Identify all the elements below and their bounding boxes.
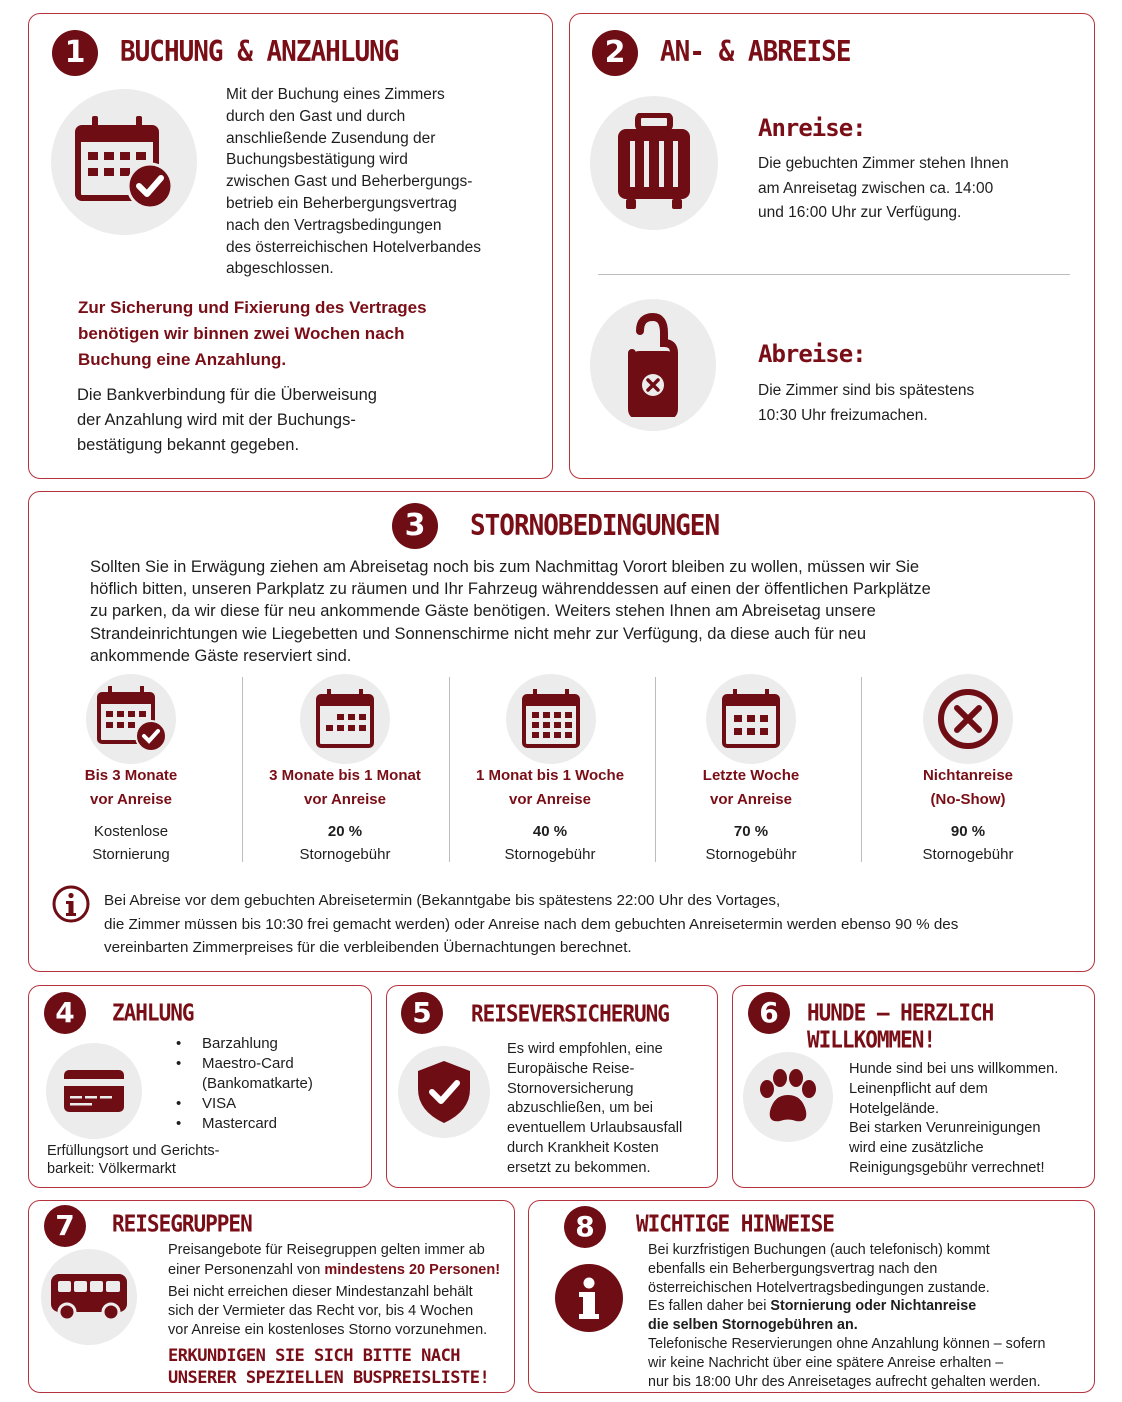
section-title: WICHTIGE HINWEISE bbox=[636, 1211, 834, 1237]
section-title: STORNOBEDINGUNGEN bbox=[470, 510, 720, 543]
list-item: • Mastercard bbox=[176, 1114, 313, 1134]
section-number: 2 bbox=[592, 30, 638, 76]
section-number: 1 bbox=[52, 30, 98, 76]
section-title: BUCHUNG & ANZAHLUNG bbox=[120, 36, 399, 69]
section-dogs bbox=[732, 985, 1095, 1188]
section-booking bbox=[28, 13, 553, 479]
section-cancellation bbox=[28, 491, 1095, 972]
section-important-notes bbox=[528, 1200, 1095, 1393]
credit-card-icon bbox=[46, 1043, 142, 1139]
calendar-check-icon bbox=[86, 674, 176, 764]
section-payment bbox=[28, 985, 372, 1188]
bus-pricelist-cta: ERKUNDIGEN SIE SICH BITTE NACH UNSERER SPEZIELLEN BUSPREISLISTE! bbox=[168, 1346, 490, 1388]
list-item: • VISA bbox=[176, 1094, 313, 1114]
cancellation-column-3: 1 Monat bis 1 Woche vor Anreise 40 % Stornogebühr bbox=[475, 767, 625, 863]
door-hanger-icon bbox=[590, 299, 716, 431]
x-circle-icon bbox=[923, 674, 1013, 764]
notes-text: Bei kurzfristigen Buchungen (auch telefonisch) kommt ebenfalls ein Beherbergungsvertrag nach den österreichischen Hotelvertragsbedingungen zustande. Es fallen daher bei Stornierung oder Nichtanreise die selben Stornogebühren an. Telefonische Reservierungen ohne Anzahlung können – sofern wir keine Nachricht über eine spätere Anreise erhalten – nur bis 18:00 Uhr des Anreisetages aufrecht gehalten werden. bbox=[648, 1242, 1046, 1390]
section-title: AN- & ABREISE bbox=[660, 36, 851, 69]
departure-text: Die Zimmer sind bis spätestens 10:30 Uhr freizumachen. bbox=[758, 382, 975, 424]
shield-check-icon bbox=[398, 1046, 490, 1138]
cancellation-column-4: Letzte Woche vor Anreise 70 % Stornogebühr bbox=[702, 767, 800, 863]
cancellation-intro: Sollten Sie in Erwägung ziehen am Abreisetag noch bis zum Nachmittag Vorort bleiben zu wollen, müssen wir Sie höflich bitten, unseren Parkplatz zu räumen und Ihr Fahrzeug währenddessen auf einen der öffentlichen Parkplätze zu parken, da wir diese für neu ankommende Gäste benötigen. Weiters stehen Ihnen am Abreisetag unsere Strandeinrichtungen wie Liegebetten und Sonnenschirme nicht mehr zur Verfügung, da diese auch für neu ankommende Gäste reserviert sind. bbox=[90, 558, 931, 665]
column-separator bbox=[242, 677, 243, 862]
section-travel-groups bbox=[28, 1200, 515, 1393]
section-title: ZAHLUNG bbox=[112, 1000, 194, 1026]
arrival-title: Anreise: bbox=[758, 114, 866, 142]
deposit-highlight: Zur Sicherung und Fixierung des Vertrages benötigen wir binnen zwei Wochen nach Buchung eine Anzahlung. bbox=[78, 298, 427, 369]
arrival-text: Die gebuchten Zimmer stehen Ihnen am Anreisetag zwischen ca. 14:00 und 16:00 Uhr zur Verfügung. bbox=[758, 155, 1009, 221]
cancellation-column-1: Bis 3 Monate vor Anreise Kostenlose Stornierung bbox=[84, 767, 178, 863]
cancellation-note: Bei Abreise vor dem gebuchten Abreisetermin (Bekanntgabe bis spätestens 22:00 Uhr des Vortages, die Zimmer müssen bis 10:30 frei gemacht werden) oder Anreise nach dem gebuchten Anreisetermin werden ebenso 90 % des vereinbarten Zimmerpreises für die verbleibenden Übernachtungen berechnet. bbox=[104, 892, 959, 956]
calendar-icon bbox=[506, 674, 596, 764]
section-number: 3 bbox=[392, 503, 438, 549]
bank-info-text: Die Bankverbindung für die Überweisung der Anzahlung wird mit der Buchungs- bestätigung bekannt gegeben. bbox=[77, 386, 377, 454]
section-title: REISEVERSICHERUNG bbox=[471, 1001, 669, 1027]
suitcase-icon bbox=[590, 96, 718, 230]
section-number: 7 bbox=[44, 1205, 86, 1247]
section-title: REISEGRUPPEN bbox=[112, 1211, 252, 1237]
calendar-icon bbox=[300, 674, 390, 764]
groups-condition-text: Bei nicht erreichen dieser Mindestanzahl behält sich der Vermieter das Recht vor, bis 4 Wochen vor Anreise ein kostenloses Storno vorzunehmen. bbox=[168, 1284, 488, 1339]
departure-title: Abreise: bbox=[758, 340, 866, 368]
section-number: 8 bbox=[564, 1206, 606, 1248]
section-number: 5 bbox=[401, 992, 443, 1034]
section-travel-insurance bbox=[386, 985, 718, 1188]
calendar-icon bbox=[706, 674, 796, 764]
groups-text: Preisangebote für Reisegruppen gelten immer ab einer Personenzahl von mindestens 20 Personen! bbox=[168, 1242, 501, 1278]
list-item: • Barzahlung bbox=[176, 1034, 313, 1054]
payment-methods-list bbox=[176, 1034, 313, 1134]
section-number: 4 bbox=[44, 992, 86, 1034]
booking-text: Mit der Buchung eines Zimmers durch den Gast und durch anschließende Zusendung der Buchungsbestätigung wird zwischen Gast und Beherbergungs- betrieb ein Beherbergungsvertrag nach den Vertragsbedingungen des österreichischen Hotelverbandes abgeschlossen. bbox=[226, 86, 482, 278]
info-icon bbox=[555, 1264, 623, 1332]
column-separator bbox=[861, 677, 862, 862]
section-title: HUNDE – HERZLICH WILLKOMMEN! bbox=[807, 1000, 994, 1053]
jurisdiction-text: Erfüllungsort und Gerichts- barkeit: Völkermarkt bbox=[47, 1143, 220, 1177]
dogs-text: Hunde sind bei uns willkommen. Leinenpflicht auf dem Hotelgelände. Bei starken Verunreinigungen wird eine zusätzliche Reinigungsgebühr verrechnet! bbox=[849, 1061, 1059, 1176]
calendar-check-icon bbox=[51, 89, 197, 235]
list-item: • Maestro-Card bbox=[176, 1054, 313, 1074]
divider bbox=[598, 274, 1070, 275]
bus-icon bbox=[41, 1249, 137, 1345]
info-icon bbox=[51, 884, 91, 924]
paw-icon bbox=[743, 1052, 833, 1142]
list-item: (Bankomatkarte) bbox=[202, 1075, 313, 1092]
insurance-text: Es wird empfohlen, eine Europäische Reise- Stornoversicherung abzuschließen, um bei eventuellem Urlaubsausfall durch Krankheit Kosten ersetzt zu bekommen. bbox=[507, 1041, 683, 1176]
section-arrival-departure bbox=[569, 13, 1095, 479]
section-number: 6 bbox=[748, 992, 790, 1034]
cancellation-column-2: 3 Monate bis 1 Monat vor Anreise 20 % Stornogebühr bbox=[269, 767, 421, 863]
cancellation-column-5: Nichtanreise (No-Show) 90 % Stornogebühr bbox=[922, 767, 1014, 863]
